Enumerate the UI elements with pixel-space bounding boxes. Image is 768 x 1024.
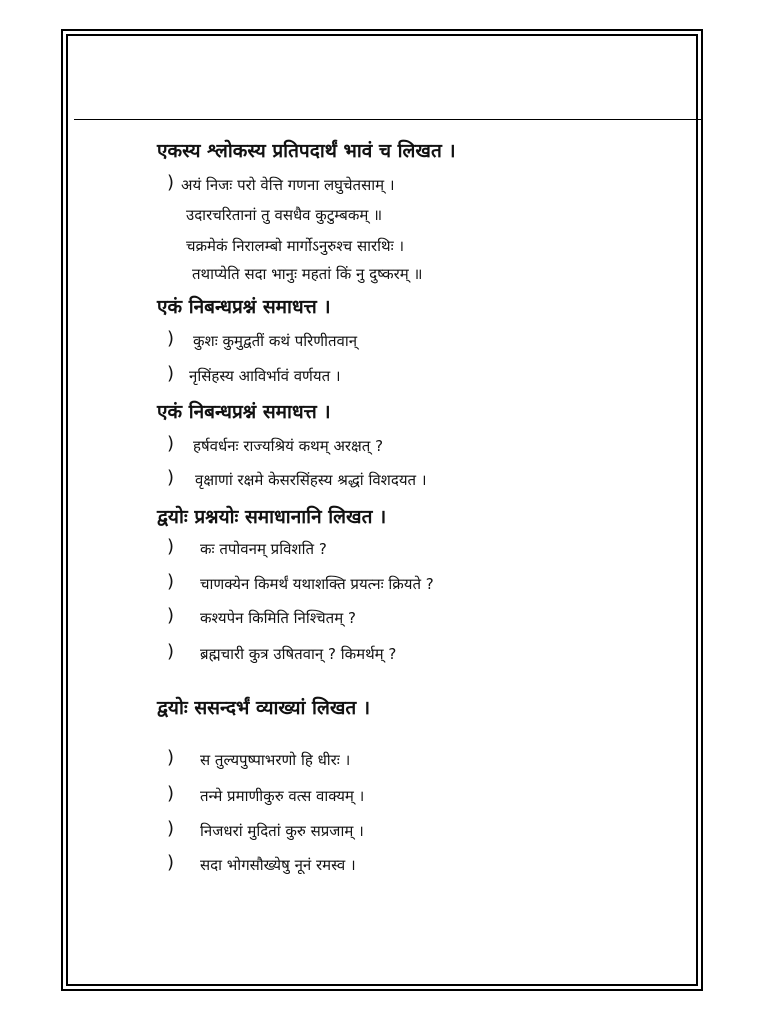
verse-line: अयं निजः परो वेत्ति गणना लघुचेतसाम् । (181, 176, 395, 194)
question-item: कुशः कुमुद्वतीं कथं परिणीतवान् (193, 332, 358, 350)
item-marker: ) (167, 747, 175, 768)
question-item: चाणक्येन किमर्थं यथाशक्ति प्रयत्नः क्रियते ? (200, 575, 434, 593)
question-item: वृक्षाणां रक्षमे केसरसिंहस्य श्रद्धां विशदयत । (195, 471, 427, 489)
section-heading: द्वयोः ससन्दर्भं व्याख्यां लिखत । (157, 697, 371, 719)
section-heading: एकं निबन्धप्रश्नं समाधत्त । (157, 296, 331, 318)
header-divider (74, 119, 702, 120)
verse-line: तथाप्येति सदा भानुः महतां किं नु दुष्करम् ॥ (192, 265, 423, 283)
verse-line: उदारचरितानां तु वसधैव कुटुम्बकम् ॥ (186, 206, 383, 224)
verse-line: चक्रमेकं निरालम्बो मार्गोऽनुरुश्च सारथिः । (186, 237, 405, 255)
item-marker: ) (167, 605, 175, 626)
item-marker: ) (167, 328, 175, 349)
item-marker: ) (167, 641, 175, 662)
item-marker: ) (167, 433, 175, 454)
section-heading: द्वयोः प्रश्नयोः समाधानानि लिखत । (157, 506, 387, 528)
item-marker: ) (167, 467, 175, 488)
quote-item: स तुल्यपुष्पाभरणो हि धीरः । (200, 751, 351, 769)
item-marker: ) (167, 571, 175, 592)
question-item: कः तपोवनम् प्रविशति ? (200, 540, 327, 558)
item-marker: ) (167, 852, 175, 873)
question-item: कश्यपेन किमिति निश्चितम् ? (200, 609, 356, 627)
quote-item: निजधरां मुदितां कुरु सप्रजाम् । (200, 822, 364, 840)
section-heading: एकं निबन्धप्रश्नं समाधत्त । (157, 401, 331, 423)
section-heading: एकस्य श्लोकस्य प्रतिपदार्थं भावं च लिखत । (157, 140, 456, 162)
question-item: हर्षवर्धनः राज्यश्रियं कथम् अरक्षत् ? (193, 437, 384, 455)
question-item: ब्रह्मचारी कुत्र उषितवान् ? किमर्थम् ? (200, 645, 397, 663)
quote-item: तन्मे प्रमाणीकुरु वत्स वाक्यम् । (200, 787, 365, 805)
item-marker: ) (167, 818, 175, 839)
item-marker: ) (167, 536, 175, 557)
item-marker: ) (167, 783, 175, 804)
quote-item: सदा भोगसौख्येषु नूनं रमस्व । (200, 856, 356, 874)
question-item: नृसिंहस्य आविर्भावं वर्णयत । (189, 367, 341, 385)
verse-marker: ) (167, 172, 175, 193)
item-marker: ) (167, 363, 175, 384)
